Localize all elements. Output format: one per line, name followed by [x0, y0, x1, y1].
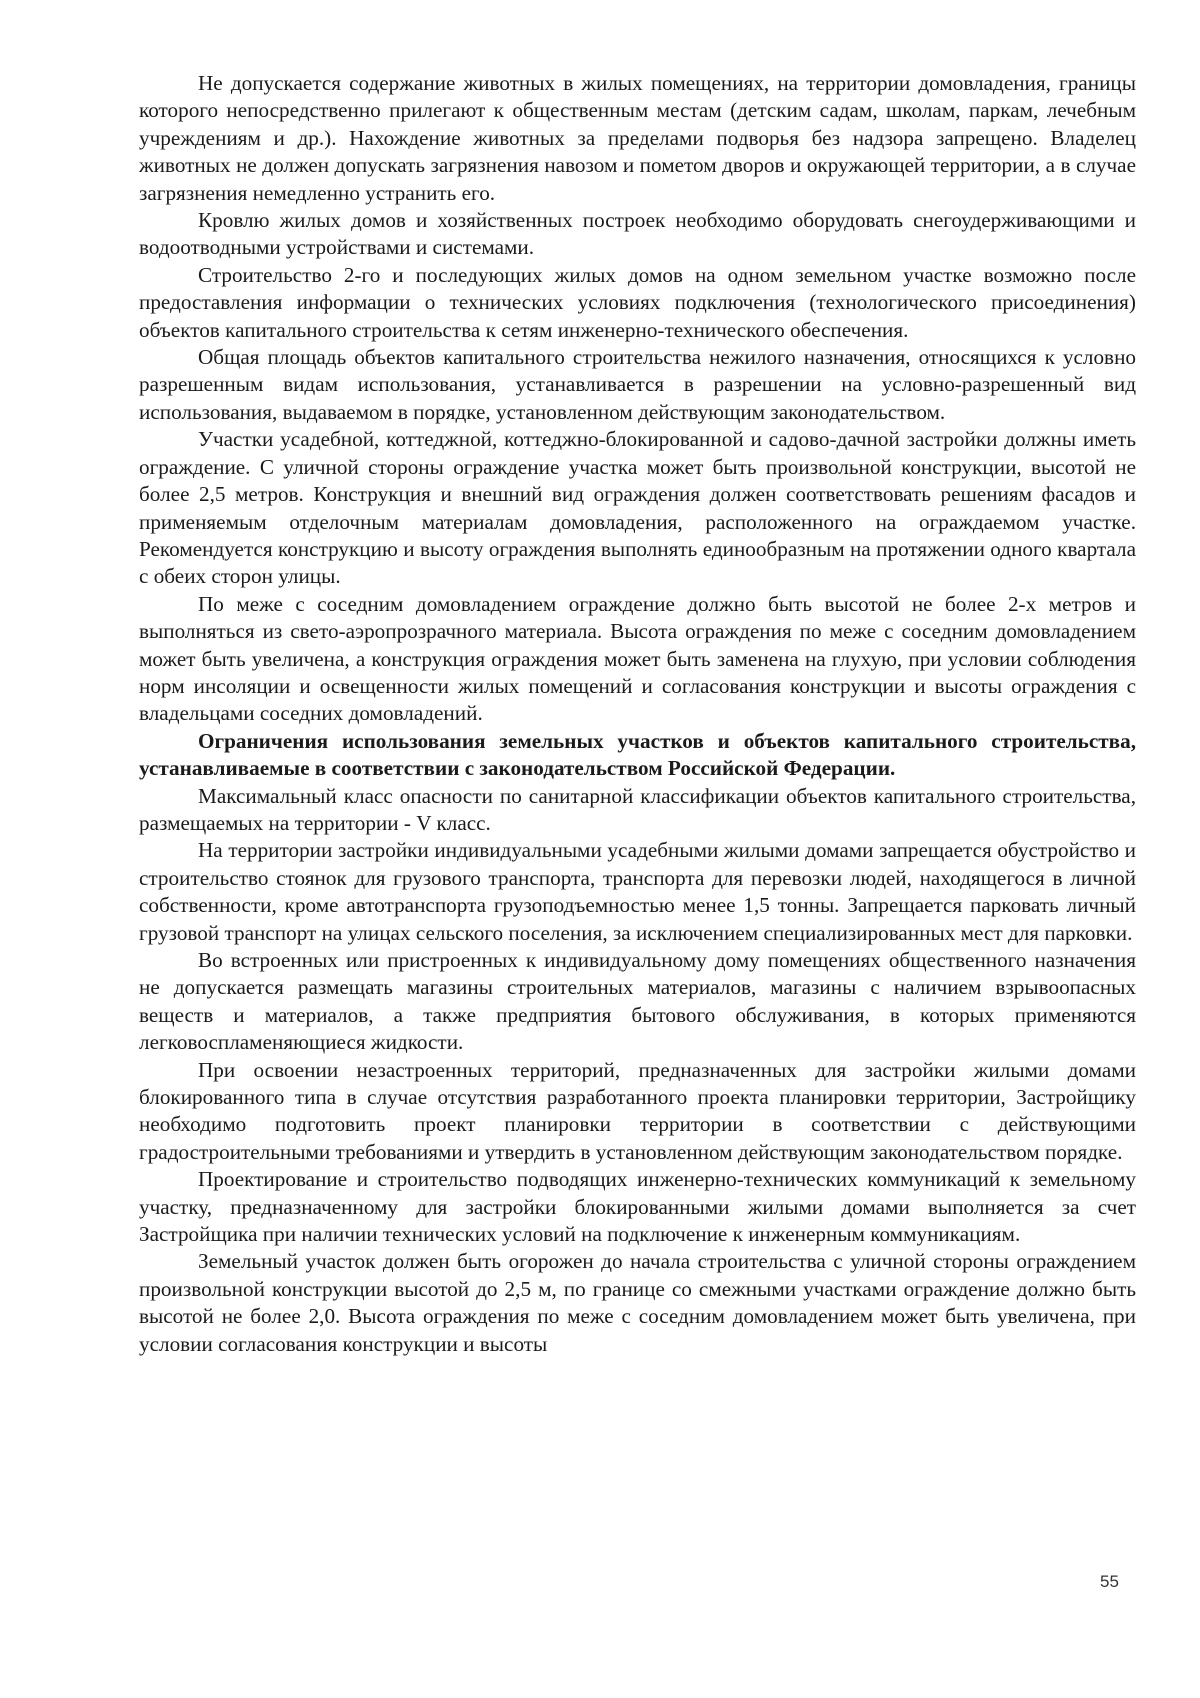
paragraph-built-in-premises: Во встроенных или пристроенных к индивидуальному дому помещениях общественного назначения не допускается размещать магазины строительных материалов, магазины с наличием взрывоопасных веществ и материалов, а также предприятия бытового обслуживания, в которых применяются легковоспламеняющиеся жидкости. [139, 948, 1136, 1055]
document-page [139, 70, 1136, 1358]
paragraph-second-house: Строительство 2-го и последующих жилых домов на одном земельном участке возможно после предоставления информации о технических условиях подключения (технологического присоединения) объектов капитального строительства к сетям инженерно-технического обеспечения. [139, 262, 1136, 342]
paragraph-animals: Не допускается содержание животных в жилых помещениях, на территории домовладения, границы которого непосредственно прилегают к общественным местам (детским садам, школам, паркам, лечебным учреждениям и др.). Нахождение животных за пределами подворья без надзора запрещено. Владелец животных не должен допускать загрязнения навозом и пометом дворов и окружающей территории, а в случае загрязнения немедленно устранить его. [139, 71, 1136, 205]
paragraph-nonresidential-area: Общая площадь объектов капитального строительства нежилого назначения, относящихся к условно разрешенным видам использования, устанавливается в разрешении на условно-разрешенный вид использования, выдаваемом в порядке, установленном действующим законодательством. [139, 345, 1136, 424]
paragraph-hazard-class: Максимальный класс опасности по санитарной классификации объектов капитального строительства, размещаемых на территории - V класс. [139, 783, 1136, 835]
paragraph-undeveloped-territories: При освоении незастроенных территорий, предназначенных для застройки жилыми домами блокированного типа в случае отсутствия разработанного проекта планировки территории, Застройщику необходимо подготовить проект планировки территории в соответствии с действующими градостроительными требованиями и утвердить в установленном действующим законодательством порядке. [139, 1057, 1136, 1164]
paragraph-plot-fencing: Земельный участок должен быть огорожен до начала строительства с уличной стороны ограждением произвольной конструкции высотой до 2,5 м, по границе со смежными участками ограждение должно быть высотой не более 2,0. Высота ограждения по меже с соседним домовладением может быть увеличена, при условии согласования конструкции и высоты [139, 1249, 1136, 1356]
paragraph-boundary-fence: По меже с соседним домовладением ограждение должно быть высотой не более 2-х метров и выполняться из свето-аэропрозрачного материала. Высота ограждения по меже с соседним домовладением может быть увеличена, а конструкция ограждения может быть заменена на глухую, при условии соблюдения норм инсоляции и освещенности жилых помещений и согласования конструкции и высоты ограждения с владельцами соседних домовладений. [139, 591, 1136, 726]
paragraph-street-fence: Участки усадебной, коттеджной, коттеджно-блокированной и садово-дачной застройки должны иметь ограждение. С уличной стороны ограждение участка может быть произвольной конструкции, высотой не более 2,5 метров. Конструкция и внешний вид ограждения должен соответствовать решениям фасадов и применяемым отделочным материалам домовладения, расположенного на ограждаемом участке. Рекомендуется конструкцию и высоту ограждения выполнять единообразным на протяжении одного квартала с обеих сторон улицы. [139, 427, 1136, 589]
section-heading: Ограничения использования земельных участков и объектов капитального строительства, устанавливаемые в соответствии с законодательством Российской Федерации. [139, 728, 1136, 781]
paragraph-roofing: Кровлю жилых домов и хозяйственных построек необходимо оборудовать снегоудерживающими и водоотводными устройствами и системами. [139, 208, 1136, 260]
paragraph-utilities: Проектирование и строительство подводящих инженерно-технических коммуникаций к земельному участку, предназначенному для застройки блокированными жилыми домами выполняется за счет Застройщика при наличии технических условий на подключение к инженерным коммуникациям. [139, 1167, 1136, 1247]
paragraph-parking: На территории застройки индивидуальными усадебными жилыми домами запрещается обустройство и строительство стоянок для грузового транспорта, транспорта для перевозки людей, находящегося в личной собственности, кроме автотранспорта грузоподъемностью менее 1,5 тонны. Запрещается парковать личный грузовой транспорт на улицах сельского поселения, за исключением специализированных мест для парковки. [139, 838, 1136, 945]
page-number: 55 [1100, 1572, 1119, 1591]
